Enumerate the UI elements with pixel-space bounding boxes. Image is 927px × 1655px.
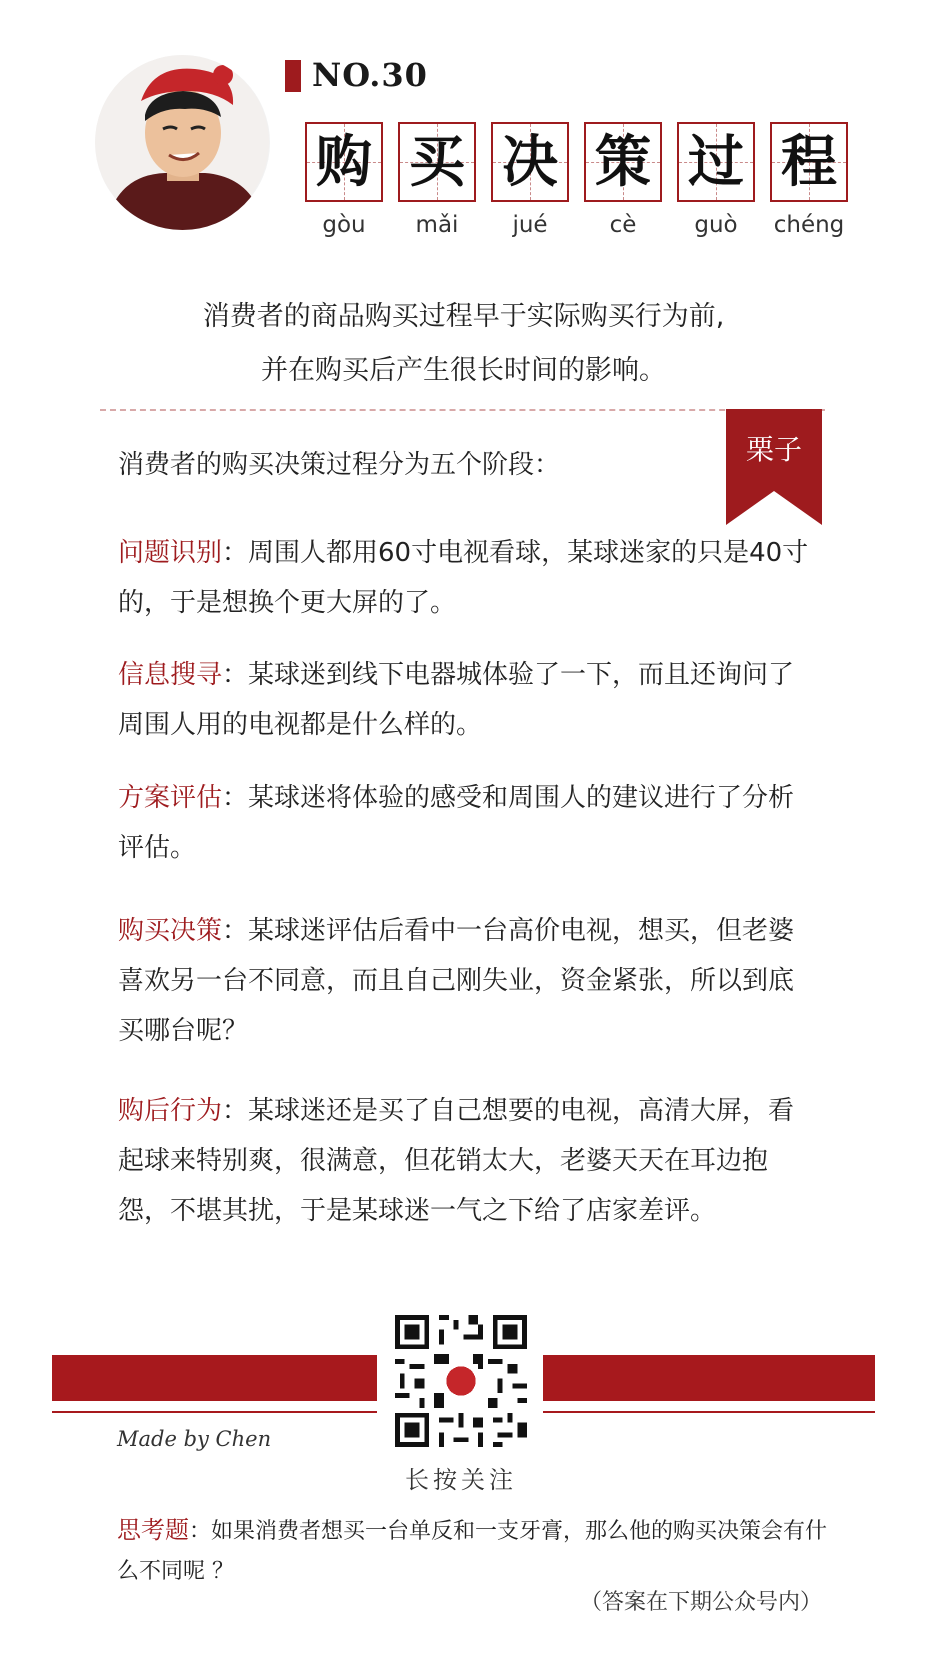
stage-term: 购后行为 [118,1096,223,1126]
title-char: 决 [502,129,558,195]
pinyin-label: chéng [773,212,845,238]
stage-text: ：某球迷还是买了自己想要的电视，高清大屏，看起球来特别爽，很满意，但花销太大，老婆天天在耳边抱怨，不堪其扰，于是某球迷一气之下给了店家差评。 [118,1096,795,1226]
pinyin-label: guò [694,212,738,238]
section-divider [100,409,825,411]
footer-rule-left [52,1411,377,1413]
title-char: 过 [688,129,744,195]
footer-rule-right [543,1411,875,1413]
issue-number: NO.30 [312,56,428,94]
qr-code-icon [390,1310,532,1452]
title-box [305,122,383,202]
title-box [770,122,848,202]
intro-line-2: 并在购买后产生很长时间的影响。 [261,355,666,386]
footer-band-left [52,1355,377,1401]
stage-problem-recognition [118,528,818,628]
title-char: 购 [316,129,372,195]
pinyin-label: mǎi [415,212,459,238]
stage-term: 方案评估 [118,783,223,813]
question-label: 思考题 [117,1516,189,1544]
title-char: 程 [781,129,837,195]
stage-term: 信息搜寻 [118,660,223,690]
issue-marker-bar [285,60,301,92]
stage-text: ：周围人都用60寸电视看球，某球迷家的只是40寸的，于是想换个更大屏的了。 [118,538,809,618]
pinyin-label: gòu [322,212,366,238]
qr-code[interactable] [390,1310,532,1452]
stage-text: ：某球迷评估后看中一台高价电视，想买，但老婆喜欢另一台不同意，而且自己刚失业，资金紧张，所以到底买哪台呢？ [118,916,795,1046]
stage-evaluation [118,773,818,873]
stage-text: ：某球迷到线下电器城体验了一下，而且还询问了周围人用的电视都是什么样的。 [118,660,795,740]
avatar [95,55,270,230]
title-boxes [305,122,848,202]
answer-note: （答案在下期公众号内） [580,1590,823,1615]
title-box [677,122,755,202]
title-box [491,122,569,202]
intro-line-1: 消费者的商品购买过程早于实际购买行为前, [202,301,725,332]
stage-text: ：某球迷将体验的感受和周围人的建议进行了分析评估。 [118,783,795,863]
made-by-signature: Made by Chen [117,1427,272,1451]
pinyin-label: jué [512,212,548,238]
discussion-question [117,1510,837,1592]
stage-purchase-decision [118,906,818,1056]
pinyin-label: cè [609,212,637,238]
stage-information-search [118,650,818,750]
stage-post-purchase [118,1086,818,1236]
title-char: 策 [595,129,651,195]
title-box [584,122,662,202]
stage-term: 购买决策 [118,916,223,946]
title-box [398,122,476,202]
stage-term: 问题识别 [118,538,223,568]
avatar-illustration [95,55,270,230]
footer-band-right [543,1355,875,1401]
qr-caption: 长按关注 [405,1466,517,1494]
ribbon-label: 栗子 [745,433,802,466]
pinyin-row [305,212,848,238]
lead-text: 消费者的购买决策过程分为五个阶段： [118,450,561,480]
title-char: 买 [409,129,465,195]
question-text: ：如果消费者想买一台单反和一支牙膏，那么他的购买决策会有什么不同呢 ？ [117,1519,828,1584]
